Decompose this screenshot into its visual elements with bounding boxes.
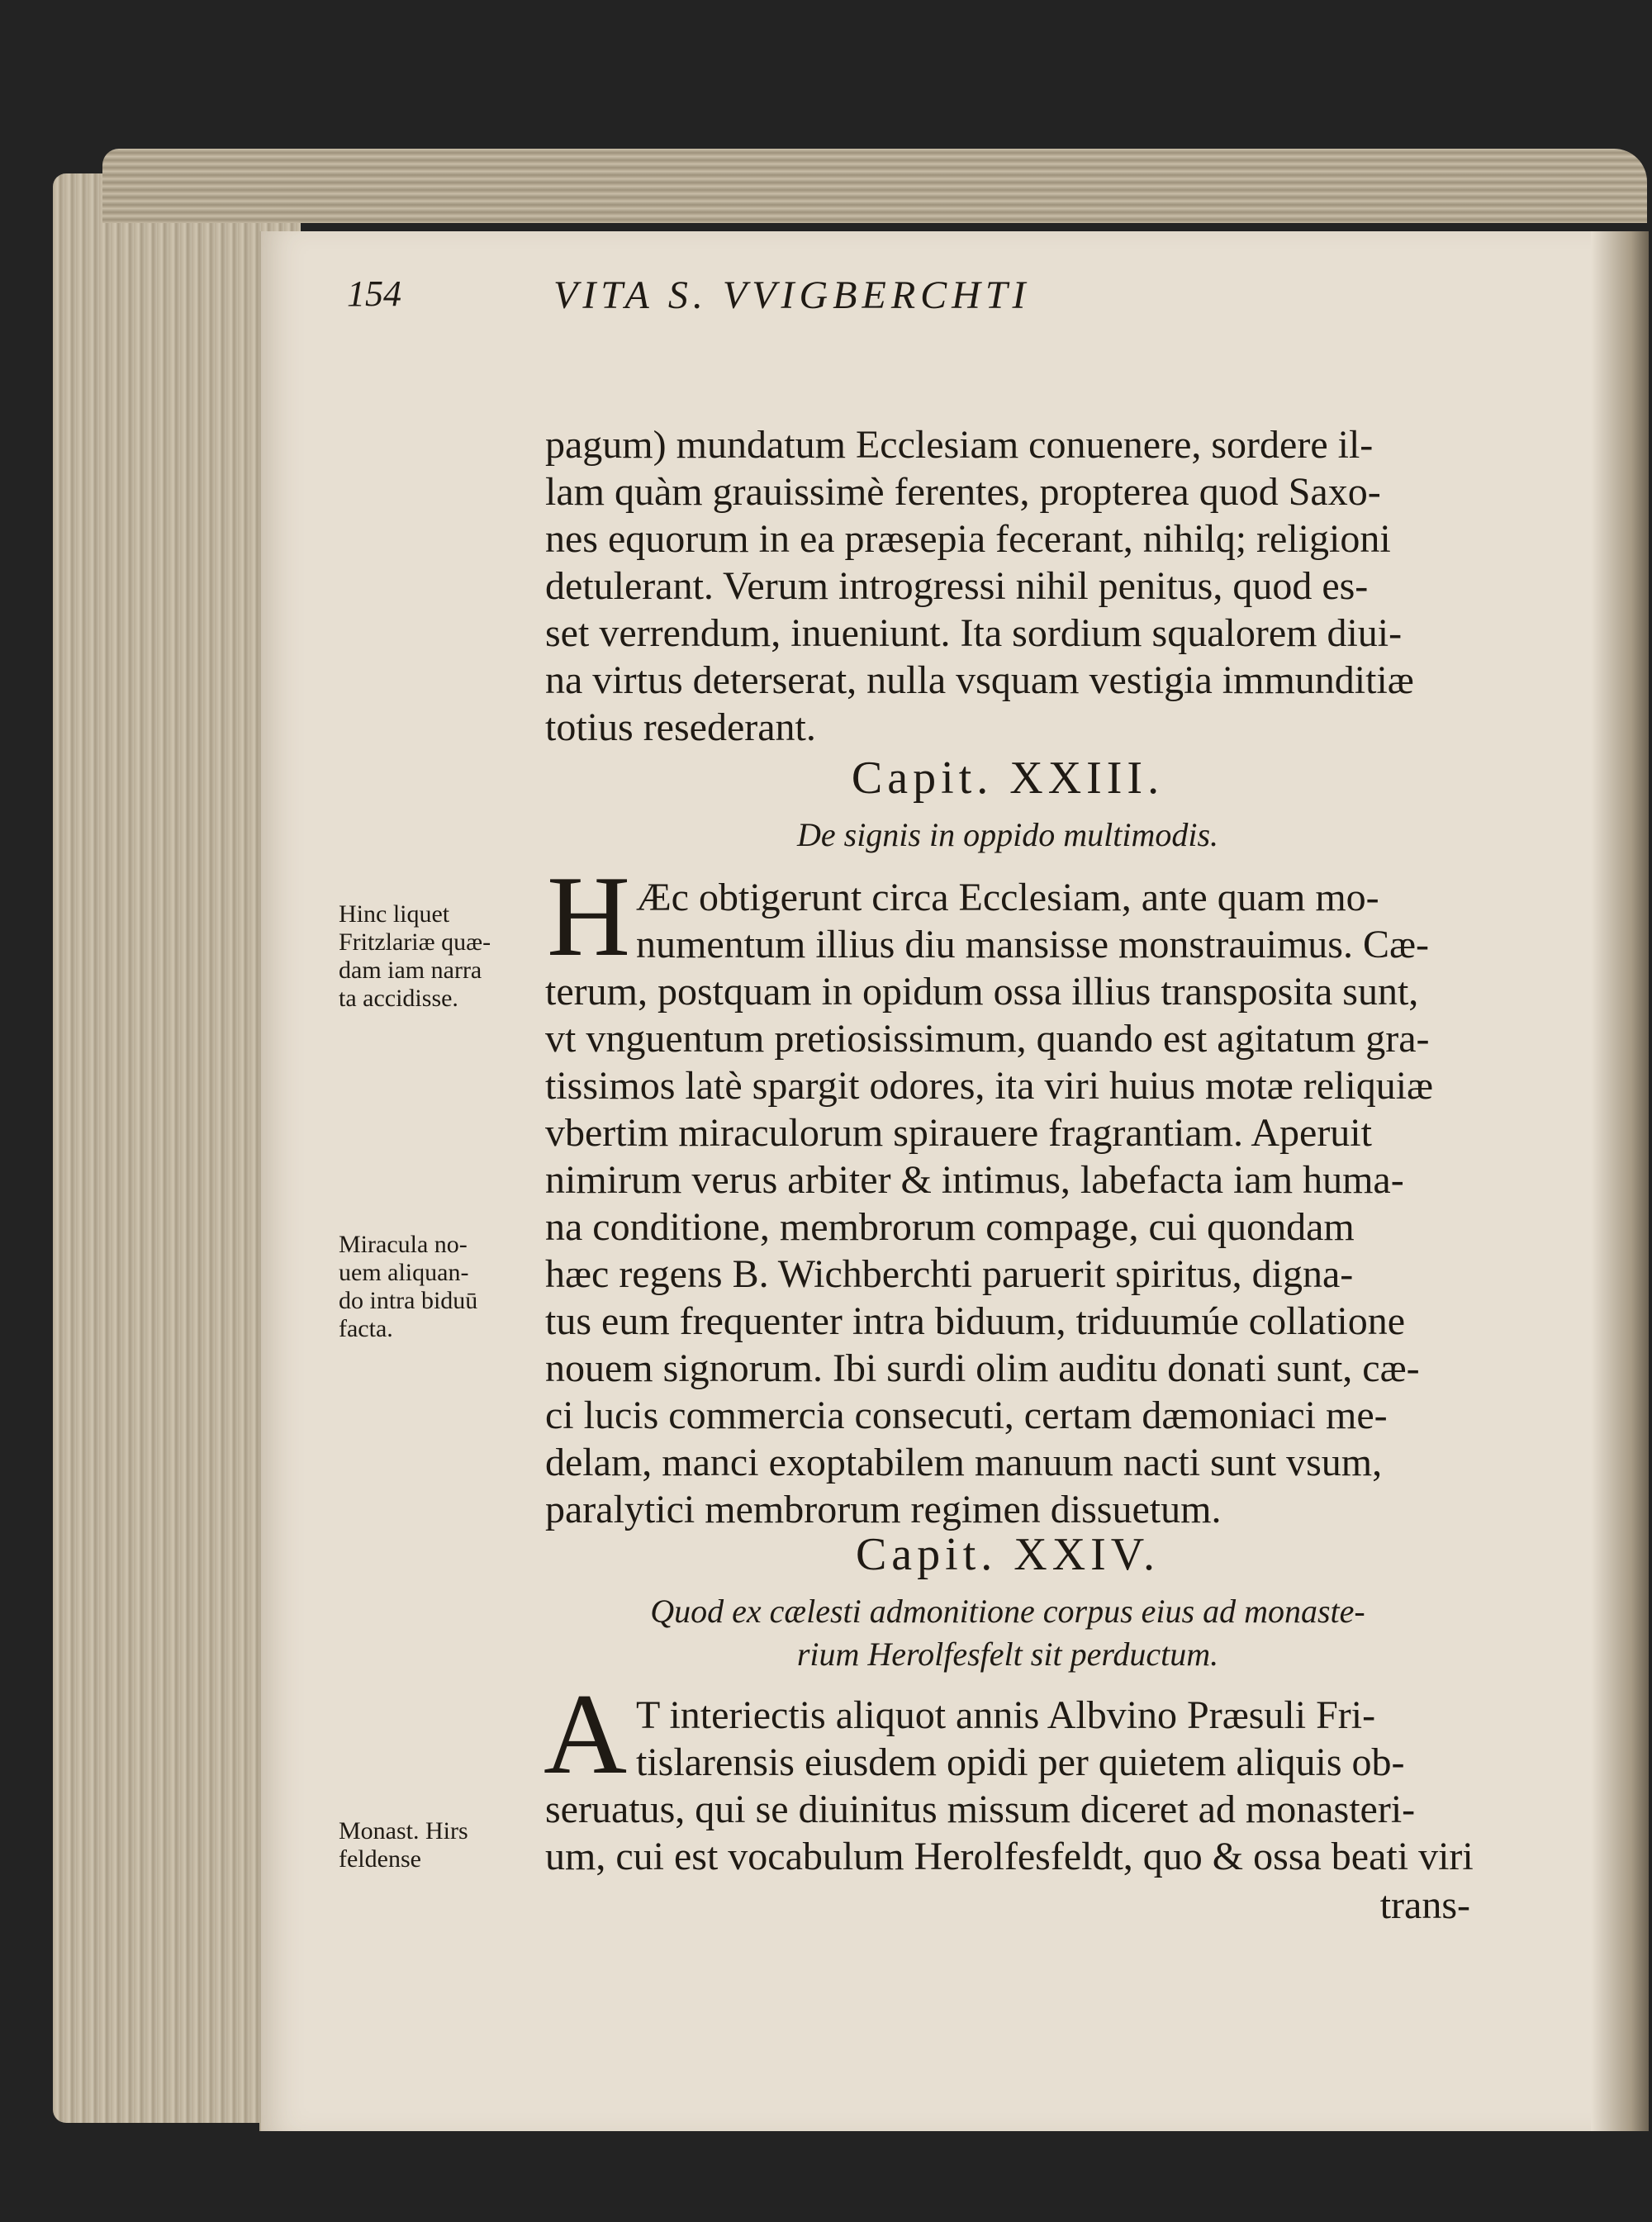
text-line: vt vnguentum pretiosissimum, quando est agitatum gra- (545, 1017, 1430, 1061)
page-number: 154 (347, 273, 401, 314)
text-line: seruatus, qui se diuinitus missum diceret ad monasteri- (545, 1788, 1416, 1831)
note-line: uem aliquan- (339, 1259, 469, 1286)
chapter-24-body (545, 1786, 1474, 1880)
gutter-shadow (1591, 231, 1649, 2131)
text-line: delam, manci exoptabilem manuum nacti sunt vsum, (545, 1441, 1383, 1484)
chapter-23-subtitle: De signis in oppido multimodis. (796, 816, 1219, 853)
text-line: nes equorum in ea præsepia fecerant, nihilq; religioni (545, 517, 1391, 561)
opening-paragraph (545, 421, 1470, 751)
margin-note (339, 1231, 477, 1343)
catchword: trans- (1379, 1883, 1470, 1927)
text-line: nimirum verus arbiter & intimus, labefacta iam huma- (545, 1158, 1404, 1202)
note-line: dam iam narra (339, 957, 482, 984)
text-line: nouem signorum. Ibi surdi olim auditu donati sunt, cæ- (545, 1346, 1420, 1390)
text-line: paralytici membrorum regimen dissuetum. (545, 1488, 1222, 1531)
text-line: detulerant. Verum introgressi nihil penitus, quod es- (545, 564, 1369, 608)
chapter-24-heading: Capit. XXIV. (855, 1529, 1161, 1580)
top-edge (102, 149, 1647, 223)
text-line: tislarensis eiusdem opidi per quietem aliquis ob- (636, 1740, 1405, 1784)
margin-note (339, 1817, 468, 1873)
text-line: tissimos latè spargit odores, ita viri huius motæ reliquiæ (545, 1064, 1434, 1108)
drop-cap: A (544, 1670, 628, 1798)
chapter-23-body (545, 968, 1470, 1533)
drop-cap: H (547, 852, 631, 980)
note-line: feldense (339, 1845, 421, 1873)
subtitle-line: rium Herolfesfelt sit perductum. (796, 1636, 1219, 1673)
text-line: totius resederant. (545, 705, 816, 749)
text-line: pagum) mundatum Ecclesiam conuenere, sordere il- (545, 423, 1374, 467)
text-line: na virtus deterserat, nulla vsquam vestigia immunditiæ (545, 658, 1414, 702)
running-title: VITA S. VVIGBERCHTI (553, 273, 1031, 317)
note-line: do intra biduū (339, 1287, 478, 1314)
text-line: tus eum frequenter intra biduum, triduumúe collatione (545, 1299, 1406, 1343)
text-line: numentum illius diu mansisse monstrauimus. Cæ- (636, 923, 1429, 966)
subtitle-line: Quod ex cælesti admonitione corpus eius ad monaste- (650, 1593, 1365, 1630)
chapter-23-heading: Capit. XXIII. (851, 753, 1165, 804)
text-line: hæc regens B. Wichberchti paruerit spiritus, digna- (545, 1252, 1354, 1296)
text-line: set verrendum, inueniunt. Ita sordium squalorem diui- (545, 611, 1403, 655)
text-line: vbertim miraculorum spirauere fragrantiam. Aperuit (545, 1111, 1372, 1155)
note-line: Hinc liquet (339, 900, 450, 928)
text-line: lam quàm grauissimè ferentes, propterea quod Saxo- (545, 470, 1381, 514)
chapter-24-subtitle (545, 1590, 1470, 1676)
text-line: ci lucis commercia consecuti, certam dæmoniaci me- (545, 1393, 1388, 1437)
note-line: Monast. Hirs (339, 1817, 468, 1845)
text-line: Æc obtigerunt circa Ecclesiam, ante quam mo- (636, 876, 1379, 919)
note-line: facta. (339, 1315, 393, 1342)
chapter-24-intro (636, 1692, 1470, 1786)
note-line: Fritzlariæ quæ- (339, 928, 491, 956)
text-line: um, cui est vocabulum Herolfesfeldt, quo & ossa beati viri (545, 1835, 1474, 1878)
note-line: ta accidisse. (339, 985, 458, 1012)
chapter-23-intro (636, 874, 1470, 968)
note-line: Miracula no- (339, 1231, 468, 1258)
text-line: terum, postquam in opidum ossa illius transposita sunt, (545, 970, 1419, 1014)
margin-note (339, 900, 491, 1013)
text-line: na conditione, membrorum compage, cui quondam (545, 1205, 1355, 1249)
text-line: T interiectis aliquot annis Albvino Præsuli Fri- (636, 1693, 1376, 1737)
